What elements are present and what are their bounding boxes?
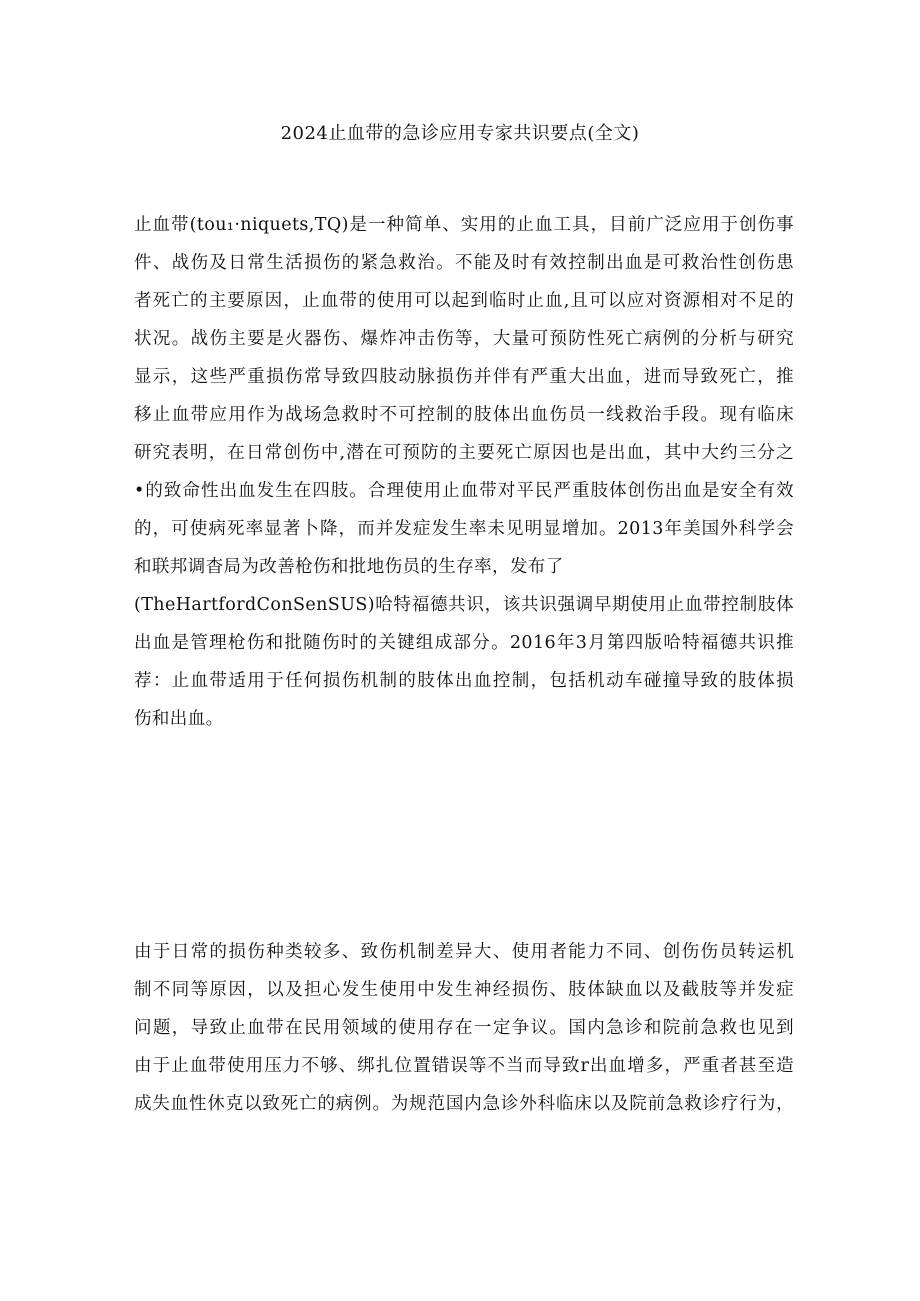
paragraph-line: (TheHartfordConSenSUS)哈特福德共识，该共识强调早期使用止血带控制肢体: [134, 595, 794, 615]
paragraph-line: •的致命性出血发生在四肢。合理使用止血带对平民严重肢体创伤出血是安全有效: [134, 481, 794, 501]
paragraph-line: 伤和出血。: [134, 709, 224, 729]
paragraph-line: 由于日常的损伤种类较多、致伤机制差异大、使用者能力不同、创伤伤员转运机: [134, 942, 794, 962]
paragraph-line: 问题，导致止血带在民用领域的使用存在一定争议。国内急诊和院前急救也见到: [134, 1018, 794, 1038]
document-title: 2024止血带的急诊应用专家共识要点(全文): [280, 123, 640, 144]
paragraph-line: 出血是管理枪伤和批随伤时的关键组成部分。2016年3月第四版哈特福德共识推: [134, 633, 794, 653]
paragraph-line: 制不同等原因，以及担心发生使用中发生神经损伤、肢体缺血以及截肢等并发症: [134, 980, 794, 1000]
paragraph-line: 显示，这些严重损伤常导致四肢动脉损伤并伴有严重大出血，进而导致死亡，推: [134, 367, 794, 387]
paragraph-line: 的，可使病死率显著卜降，而并发症发生率未见明显增加。2013年美国外科学会: [134, 519, 794, 539]
paragraph-1: [134, 206, 794, 738]
paragraph-2: [134, 933, 794, 1123]
paragraph-line: 止血带(tou₁·niquets,TQ)是一种简单、实用的止血工具，目前广泛应用于创伤事: [134, 215, 794, 235]
paragraph-line: 件、战伤及日常生活损伤的紧急救治。不能及时有效控制出血是可救治性创伤患: [134, 253, 794, 273]
paragraph-line: 荐：止血带适用于任何损伤机制的肢体出血控制，包括机动车碰撞导致的肢体损: [134, 671, 794, 691]
paragraph-line: 成失血性休克以致死亡的病例。为规范国内急诊外科临床以及院前急救诊疗行为，: [134, 1094, 794, 1114]
paragraph-line: 研究表明，在日常创伤中,潜在可预防的主要死亡原因也是出血，其中大约三分之: [134, 443, 794, 463]
paragraph-line: 状况。战伤主要是火器伤、爆炸冲击伤等，大量可预防性死亡病例的分析与研究: [134, 329, 794, 349]
paragraph-line: 者死亡的主要原因，止血带的使用可以起到临时止血,且可以应对资源相对不足的: [134, 291, 794, 311]
paragraph-line: 和联邦调杳局为改善枪伤和批地伤员的生存率，发布了: [134, 557, 564, 577]
paragraph-line: 由于止血带使用压力不够、绑扎位置错误等不当而导致r出血增多，严重者甚至造: [134, 1056, 794, 1076]
paragraph-line: 移止血带应用作为战场急救时不可控制的肢体出血伤员一线救治手段。现有临床: [134, 405, 794, 425]
